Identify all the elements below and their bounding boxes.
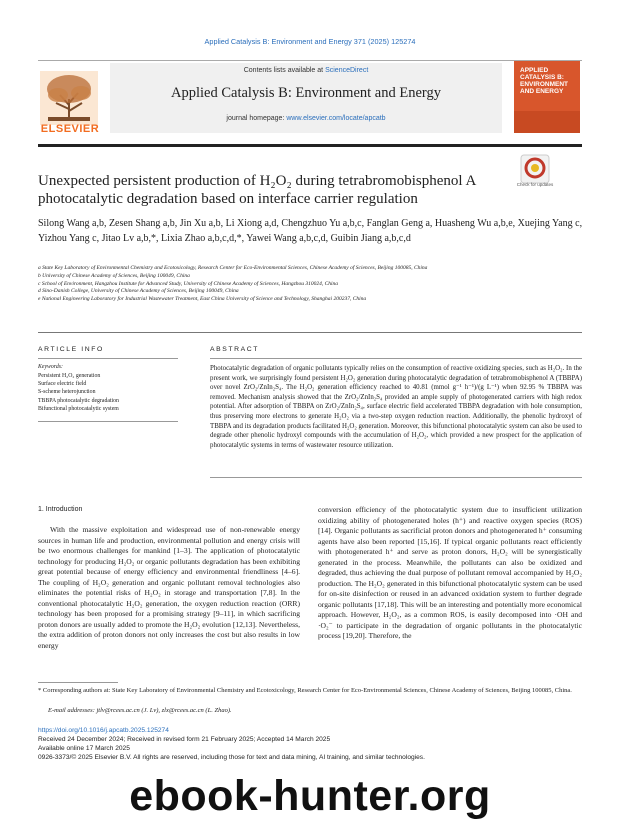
- contents-prefix: Contents lists available at: [243, 67, 324, 74]
- intro-paragraph-left: With the massive exploitation and widespread use of non-renewable energy sources in human life and production, environmental pollution and energy crisis will be two enormous challenges for mankind [1–3]. The application of photocatalytic technology for producing H₂O₂ or organic pollutants degradation has been exhibiting great potential because of energy efficiency and environmental friendliness [4–6]. The coupling of H₂O₂ generation and organic pollutant removal technologies also eliminates the potential risks of H₂O₂ in storage and transportation [7,8]. In the conventional photocatalytic H₂O₂ generation, the oxygen reduction reaction (ORR) technology has been proposed for a promising strategy [9–11], in which sacrificing proton donors are usually added to promote the H₂O₂ evolution [12,13]. Nevertheless, the extra addition of proton donors not only increases the cost but also results in low energy: [38, 525, 300, 650]
- journal-homepage-link[interactable]: www.elsevier.com/locate/apcatb: [286, 115, 386, 122]
- homepage-line: [110, 115, 502, 122]
- affiliation-item: e National Engineering Laboratory for Industrial Wastewater Treatment, East China University of Science and Technology, Shanghai 200237, China: [38, 296, 367, 303]
- affiliation-item: b University of Chinese Academy of Sciences, Beijing 100049, China: [38, 272, 190, 279]
- masthead: [38, 60, 582, 141]
- abstract-end-rule: [210, 477, 582, 478]
- keywords-list: [38, 372, 178, 413]
- keywords-rule: [38, 421, 178, 422]
- contents-line: [110, 67, 502, 74]
- check-for-updates-icon[interactable]: [520, 152, 550, 186]
- abstract-rule: [210, 358, 582, 359]
- elsevier-tree-logo-icon: [38, 67, 100, 131]
- corresponding-author-note: * Corresponding authors at: State Key Laboratory of Environmental Chemistry and Ecotoxicology, Research Center for Eco-Environmental Sciences, Chinese Academy of Sciences, Beijing 100085, China.: [38, 687, 572, 694]
- affiliation-item: a State Key Laboratory of Environmental Chemistry and Ecotoxicology, Research Center for Eco-Environmental Sciences, Chinese Academy of Sciences, Beijing 100085, China: [38, 265, 428, 271]
- keyword-item: Persistent H₂O₂ generation: [38, 373, 101, 379]
- footnote-rule: [38, 682, 118, 683]
- paper-title: Unexpected persistent production of H₂O₂ during tetrabromobisphenol A photocatalytic degradation based on interface carrier regulation: [38, 173, 476, 207]
- doi-link[interactable]: https://doi.org/10.1016/j.apcatb.2025.125274: [38, 727, 169, 734]
- cover-title: APPLIED CATALYSIS B: ENVIRONMENT AND ENERGY: [520, 67, 569, 95]
- abstract-text: Photocatalytic degradation of organic pollutants typically relies on the consumption of reactive oxidizing species, such as H₂O₂. In the present work, we surprisingly found persistent H₂O₂ generation during photocatalytic degradation of tetrabromobisphenol A (TBBPA) over novel ZrO₂/ZnIn₂S₄. The H₂O₂ generation efficiency reached to 40.81 (mmol g⁻¹ h⁻¹)/(g L⁻¹) when 92.95 % TBBPA was removed. Mechanism analysis showed that the ZrO₂/ZnIn₂S₄ provided an ample supply of photogenerated carriers with high redox potential. After adsorption of TBBPA on ZrO₂/ZnIn₂S₄, surface electric field accelerated TBBPA degradation with hole consumption, thus preserving more electrons to generate H₂O₂ via a two-step oxygen reduction reaction. Additionally, the phenolic hydroxyl of TBBPA and its degradation products facilitated H₂O₂ generation. Moreover, this bifunctional photocatalytic system can also be used to degrade other phenolic hydroxyl compounds with the accumulation of H₂O₂, which provided a new prospect for the application of photocatalytic systems in terms of wastewater resource utilization.: [210, 365, 582, 449]
- sciencedirect-link[interactable]: ScienceDirect: [325, 67, 369, 74]
- publisher-wordmark: ELSEVIER: [40, 123, 100, 135]
- masthead-rule: [38, 144, 582, 147]
- journal-title: Applied Catalysis B: Environment and Energy: [171, 85, 441, 101]
- homepage-prefix: journal homepage:: [226, 115, 285, 122]
- keyword-item: S-scheme heterojunction: [38, 389, 96, 396]
- keyword-item: TBBPA photocatalytic degradation: [38, 397, 119, 404]
- article-info-rule: [38, 358, 178, 359]
- check-for-updates-label[interactable]: Check for updates: [516, 182, 554, 187]
- intro-column-right: [318, 505, 582, 642]
- watermark-text: ebook-hunter.org: [129, 772, 491, 820]
- keyword-item: Surface electric field: [38, 381, 87, 388]
- cover-stripe: [514, 111, 580, 133]
- article-info-header: ARTICLE INFO: [38, 346, 104, 353]
- email-addresses[interactable]: E-mail addresses: jtlv@rcees.ac.cn (J. Lv), zlx@rcees.ac.cn (L. Zhao).: [48, 707, 232, 714]
- abstract-header: ABSTRACT: [210, 346, 260, 353]
- keywords-label: Keywords:: [38, 364, 63, 370]
- received-dates: Received 24 December 2024; Received in revised form 21 February 2025; Accepted 14 March 2025: [38, 735, 331, 743]
- journal-reference[interactable]: Applied Catalysis B: Environment and Energy 371 (2025) 125274: [204, 37, 416, 46]
- intro-paragraph-right: conversion efficiency of the photocatalytic system due to insufficient utilization oxidizing ability of photogenerated holes (h⁺) and reactive oxygen species (ROS) [14]. Organic pollutants as sacrificial proton donors and photogenerated h⁺ consuming agents have also been reported [15,16]. If typical organic pollutants react efficiently with photogenerated h⁺ and serve as proton donors, H₂O₂ will be synergistically generated in the process. Meanwhile, the pollutants can also be oxidized and degraded, thus achieving the dual purpose of pollutant removal accompanied by H₂O₂ production. The H₂O₂ generated in this bifunctional photocatalytic system can be used for on-site disinfection or reused in an advanced oxidation system to further degrade organic pollutants [17,18]. This will be an interesting and potentially more economical approach. However, H₂O₂, as a common ROS, is easily decomposed into ·OH and ·O₂⁻ to participate in the degradation of organic pollutants in the photocatalytic process [19,20]. Therefore, the: [318, 505, 582, 640]
- publication-info: [38, 727, 583, 763]
- keyword-item: Bifunctional photocatalytic system: [38, 405, 119, 412]
- introduction-heading: 1. Introduction: [38, 506, 83, 513]
- affiliation-item: c School of Environment, Hangzhou Institute for Advanced Study, University of Chinese Academy of Sciences, Hangzhou 310024, China: [38, 280, 339, 287]
- affiliations: [38, 265, 583, 304]
- copyright-line: 0926-3373/© 2025 Elsevier B.V. All rights are reserved, including those for text and data mining, AI training, and similar technologies.: [38, 753, 425, 761]
- affiliation-item: d Sino-Danish College, University of Chinese Academy of Sciences, Beijing 100049, China: [38, 288, 239, 295]
- section-divider: [38, 332, 582, 333]
- available-online: Available online 17 March 2025: [38, 744, 130, 752]
- intro-column-left: [38, 525, 300, 651]
- author-list[interactable]: Silong Wang a,b, Zesen Shang a,b, Jin Xu a,b, Li Xiong a,d, Chengzhuo Yu a,b,c, Fanglan Geng a, Huasheng Wu a,b,e, Xuejing Yang c, Yizhou Yang c, Jitao Lv a,b,*, Lixia Zhao a,b,c,d,*, Yawei Wang a,b,c,d, Guibin Jiang a,b,c,d: [38, 218, 583, 244]
- masthead-banner: [110, 63, 502, 133]
- journal-cover-thumbnail: [514, 61, 580, 133]
